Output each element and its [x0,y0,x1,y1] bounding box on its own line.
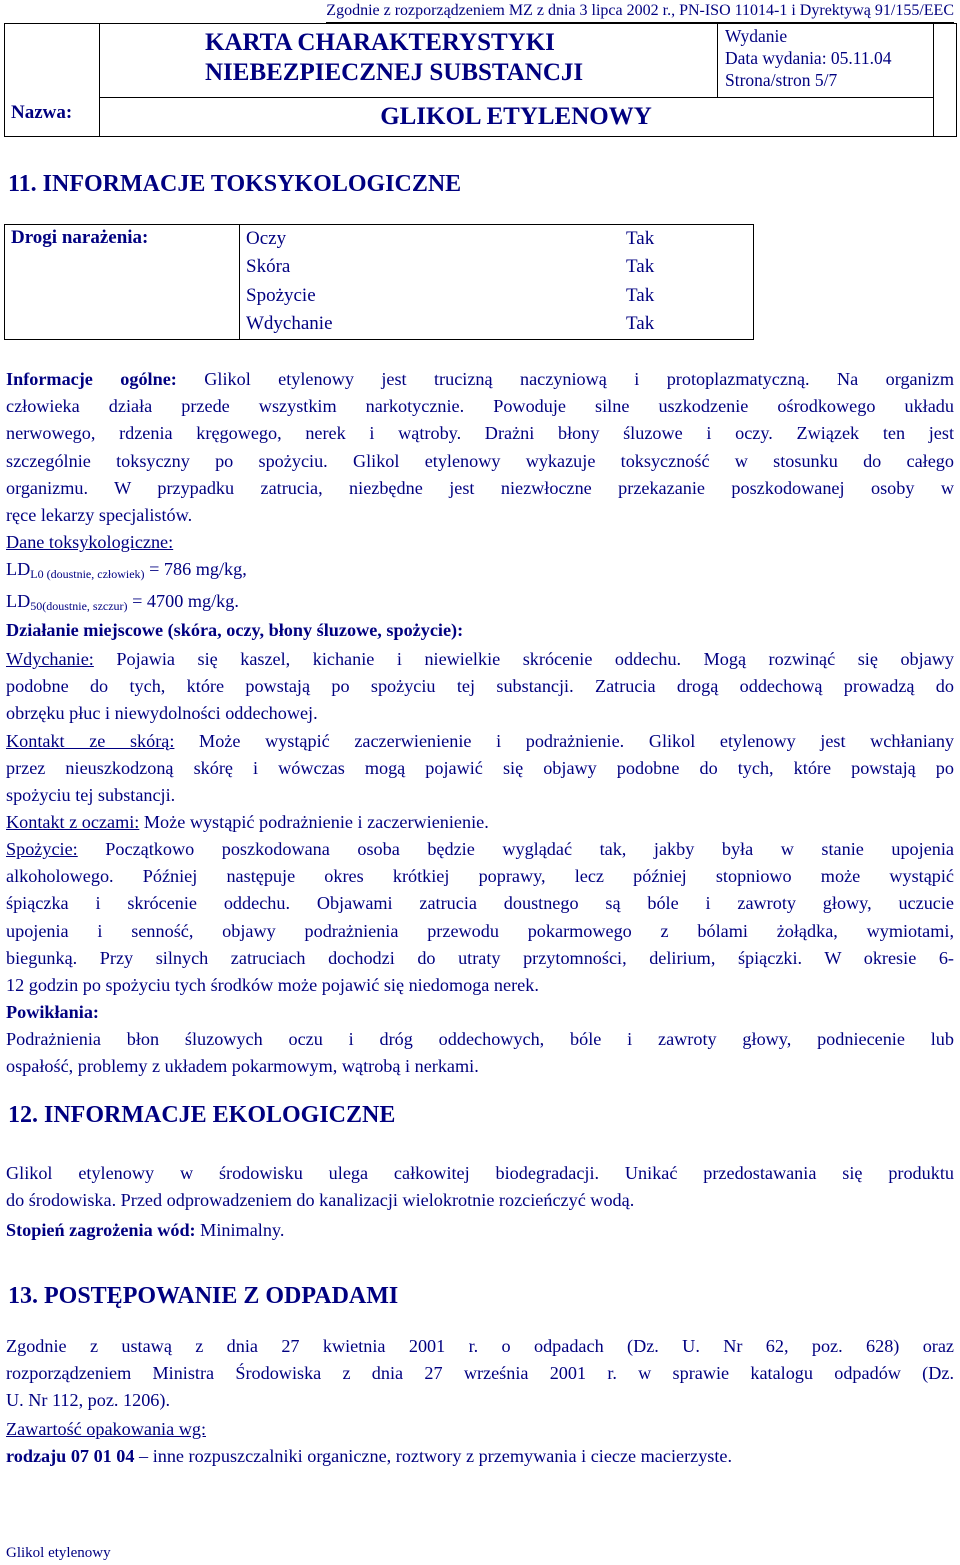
inhalation-label: Wdychanie: [6,649,94,669]
general-info-paragraph [6,366,954,529]
ingestion-label: Spożycie: [6,839,78,859]
route-cell: Skóra [246,256,291,278]
text-line: rozporządzeniem Ministra Środowiska z dnia 27 września 2001 r. w sprawie katalogu odpadów (Dz. [6,1363,954,1384]
water-hazard-value: Minimalny. [195,1220,285,1240]
complications-label: Powikłania: [6,1002,99,1022]
footer-text: Glikol etylenowy [6,1545,111,1561]
text-line: U. Nr 112, poz. 1206). [6,1390,170,1411]
tox-data-block [6,529,954,621]
packaging-label: Zawartość opakowania wg: [6,1419,206,1439]
text-line: Początkowo poszkodowana osoba będzie wyglądać tak, jakby była w stanie upojenia [77,839,954,859]
text-line: Glikol etylenowy w środowisku ulega całkowitej biodegradacji. Unikać przedostawania się produktu [6,1163,954,1183]
table-row [5,225,754,254]
regulation-line: Zgodnie z rozporządzeniem MZ z dnia 3 lipca 2002 r., PN-ISO 11014-1 i Dyrektywą 91/155/EEC [326,1,954,23]
text-line: alkoholowego. Później następuje okres krótkiej poprawy, lecz później stopniowo może wystąpić [6,866,954,887]
inhalation-paragraph [6,646,954,728]
text-line: do środowiska. Przed odprowadzeniem do kanalizacji wielokrotnie rozcieńczyć wodą. [6,1190,635,1211]
text-line: podobne do tych, które powstają po spożyciu tej substancji. Zatrucia drogą oddechową prowadzą do [6,676,954,697]
ld-rat: $LD_{50(doustnie, szczur)} = 4700$ mg/kg. [6,591,239,614]
text-line: Może wystąpić podrażnienie i zaczerwienienie. [139,812,489,832]
text-line: szczególnie toksyczny po spożyciu. Glikol etylenowy wykazuje toksyczność w stosunku do całego [6,450,954,471]
name-label: Nazwa: [11,102,73,123]
local-effects-label: Działanie miejscowe (skóra, oczy, błony śluzowe, spożycie): [6,620,464,640]
route-cell: Spożycie [246,284,316,306]
skin-contact-label: Kontakt ze skórą: [6,731,175,751]
route-cell: Oczy [246,227,287,249]
title-line-1: KARTA CHARAKTERYSTYKI [205,29,555,56]
text-line: Może wystąpić zaczerwienienie i podrażnienie. Glikol etylenowy jest wchłaniany [174,731,955,751]
general-info-label: Informacje ogólne: [6,369,177,389]
waste-paragraph [6,1333,954,1415]
issue-label: Wydanie [725,26,788,46]
route-value-cell: Tak [626,227,655,249]
text-line: ospałość, problemy z układem pokarmowym, wątrobą i nerkami. [6,1056,479,1077]
text-line: Glikol etylenowy jest trucizną naczyniową i protoplazmatyczną. Na organizm [176,369,954,389]
text-line: człowieka działa przede wszystkim narkotycznie. Powoduje silne uszkodzenie ośrodkowego układu [6,396,954,417]
text-line: nerwowego, rdzenia kręgowego, nerek i wątroby. Drażni błony śluzowe i oczy. Związek ten jest [6,423,954,444]
complications-paragraph [6,999,954,1081]
ecology-paragraph [6,1160,954,1214]
text-line: przez nieuszkodzoną skórę i wówczas mogą pojawić się objawy podobne do tych, które powstają po [6,758,954,779]
text-line: obrzęku płuc i niewydolności oddechowej. [6,703,318,724]
eye-contact-label: Kontakt z oczami: [6,812,140,832]
waste-code: rodzaju 07 01 04 [6,1446,135,1467]
text-line: spożyciu tej substancji. [6,785,176,806]
ingestion-paragraph [6,836,954,999]
title-line-2: NIEBEZPIECZNEJ SUBSTANCJI [205,59,584,86]
text-line: ręce lekarzy specjalistów. [6,505,193,526]
water-hazard-line [6,1217,954,1244]
route-cell: Wdychanie [246,313,333,335]
skin-contact-paragraph [6,728,954,810]
text-line: biegunką. Przy silnych zatruciach dochodzi do utraty przytomności, delirium, śpiączki. W okresie 6- [6,947,954,968]
text-line: upojenia i senność, objawy podrażnienia przewodu pokarmowego z bólami żołądka, wymiotami, [6,920,954,941]
tox-data-label: Dane toksykologiczne: [6,532,174,552]
document-title [99,28,717,88]
water-hazard-label: Stopień zagrożenia wód: [6,1220,196,1240]
header-box [4,23,957,137]
issue-info [725,25,892,91]
waste-description: – inne rozpuszczalniki organiczne, roztwory z przemywania i ciecze macierzyste. [134,1446,733,1467]
section-11-heading: 11. INFORMACJE TOKSYKOLOGICZNE [8,171,462,197]
text-line: śpiączka i skrócenie oddechu. Objawami zatrucia doustnego są bóle i zawroty głowy, uczucie [6,893,954,914]
text-line: Zgodnie z ustawą z dnia 27 kwietnia 2001 r. o odpadach (Dz. U. Nr 62, poz. 628) oraz [6,1336,954,1356]
section-13-heading: 13. POSTĘPOWANIE Z ODPADAMI [8,1283,399,1309]
routes-label: Drogi narażenia: [5,225,240,340]
packaging-block [6,1416,954,1470]
page-number: Strona/stron 5/7 [725,70,838,90]
text-line: Pojawia się kaszel, kichanie i niewielkie skrócenie oddechu. Mogą rozwinąć się objawy [93,649,954,669]
route-value-cell: Tak [626,256,655,278]
issue-date: Data wydania: 05.11.04 [725,48,892,68]
route-value-cell: Tak [626,313,655,335]
text-line: 12 godzin po spożyciu tych środków może pojawić się niedomoga nerek. [6,975,539,996]
product-name: GLIKOL ETYLENOWY [380,103,652,130]
ld-human: $LD_{L0 (doustnie, człowiek)} = 786$ mg/kg, [6,559,247,582]
eye-contact-paragraph [6,809,954,836]
exposure-routes-table [4,224,754,340]
text-line: Podrażnienia błon śluzowych oczu i dróg oddechowych, bóle i zawroty głowy, podniecenie lub [6,1029,954,1050]
route-value-cell: Tak [626,284,655,306]
text-line: organizmu. W przypadku zatrucia, niezbędne jest niezwłoczne przekazanie poszkodowanej osoby w [6,477,954,498]
section-12-heading: 12. INFORMACJE EKOLOGICZNE [8,1102,396,1128]
